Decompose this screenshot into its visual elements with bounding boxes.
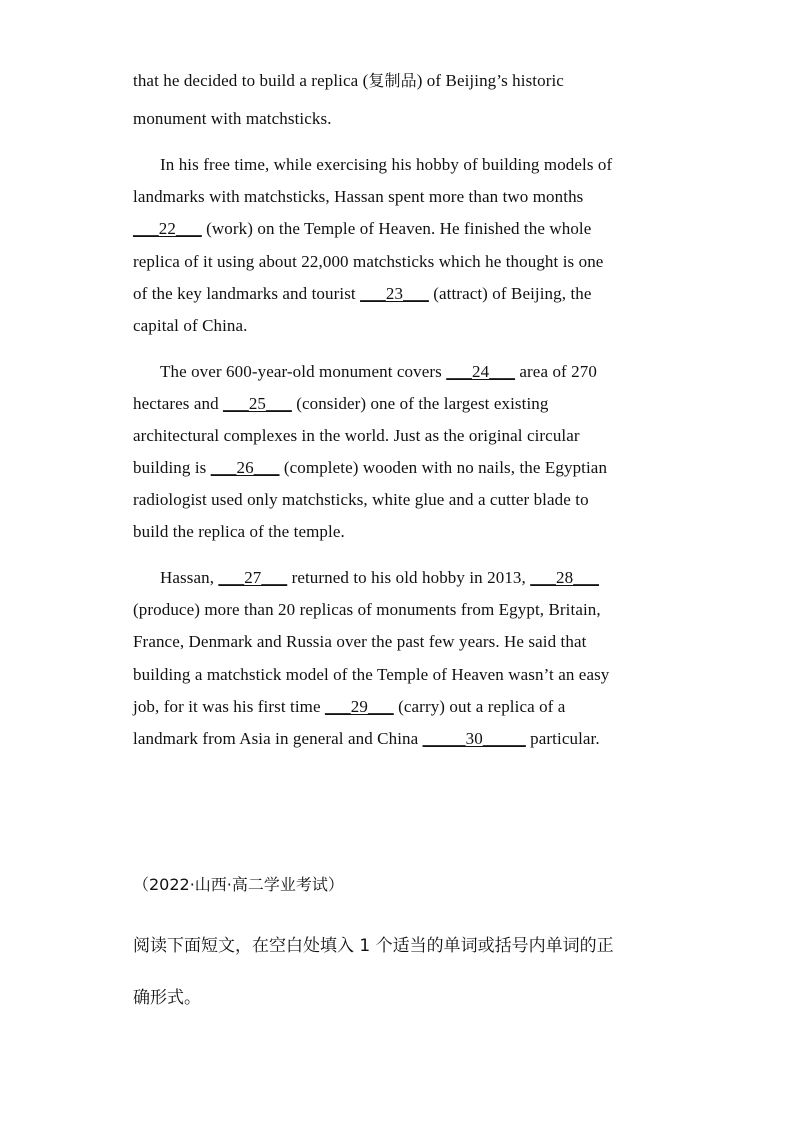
instruction-line: 阅读下面短文，在空白处填入 1 个适当的单词或括号内单词的正 xyxy=(133,936,614,956)
passage-line: that he decided to build a replica (复制品) of Beijing’s historic xyxy=(133,71,564,90)
passage-line: landmarks with matchsticks, Hassan spent more than two months xyxy=(133,187,584,206)
passage-line: monument with matchsticks. xyxy=(133,109,332,128)
blank-25[interactable]: ___25___ xyxy=(223,394,292,413)
passage-line: landmark from Asia in general and China _____30_____ particular. xyxy=(133,729,600,748)
blank-27[interactable]: ___27___ xyxy=(218,568,288,587)
passage-line: France, Denmark and Russia over the past few years. He said that xyxy=(133,632,587,651)
passage-line: architectural complexes in the world. Just as the original circular xyxy=(133,426,580,445)
passage-line: Hassan, ___27___ returned to his old hobby in 2013, ___28___ xyxy=(160,568,600,587)
blank-28[interactable]: ___28___ xyxy=(530,568,600,587)
passage-line: replica of it using about 22,000 matchsticks which he thought is one xyxy=(133,252,604,271)
passage-line: capital of China. xyxy=(133,316,248,335)
source-tag: （2022·山西·高二学业考试） xyxy=(133,875,344,894)
blank-24[interactable]: ___24___ xyxy=(446,362,516,381)
blank-22[interactable]: ___22___ xyxy=(133,219,202,238)
passage-line: In his free time, while exercising his hobby of building models of xyxy=(160,155,613,174)
chinese-gloss: 复制品 xyxy=(368,71,417,90)
instruction-line: 确形式。 xyxy=(133,988,201,1008)
passage-line: of the key landmarks and tourist ___23___ (attract) of Beijing, the xyxy=(133,284,592,303)
passage-line: building a matchstick model of the Temple of Heaven wasn’t an easy xyxy=(133,665,610,684)
passage-line: building is ___26___ (complete) wooden with no nails, the Egyptian xyxy=(133,458,608,477)
passage-line: The over 600-year-old monument covers ___24___ area of 270 xyxy=(160,362,597,381)
blank-26[interactable]: ___26___ xyxy=(210,458,280,477)
passage-line: ___22___ (work) on the Temple of Heaven. He finished the whole xyxy=(133,219,592,238)
passage-line: hectares and ___25___ (consider) one of the largest existing xyxy=(133,394,549,413)
blank-29[interactable]: ___29___ xyxy=(324,697,394,716)
passage-line: radiologist used only matchsticks, white glue and a cutter blade to xyxy=(133,490,589,509)
passage-line: (produce) more than 20 replicas of monuments from Egypt, Britain, xyxy=(133,600,601,619)
passage-line: job, for it was his first time ___29___ (carry) out a replica of a xyxy=(133,697,566,716)
blank-30[interactable]: _____30_____ xyxy=(422,729,526,748)
blank-23[interactable]: ___23___ xyxy=(360,284,429,303)
passage-line: build the replica of the temple. xyxy=(133,522,345,541)
